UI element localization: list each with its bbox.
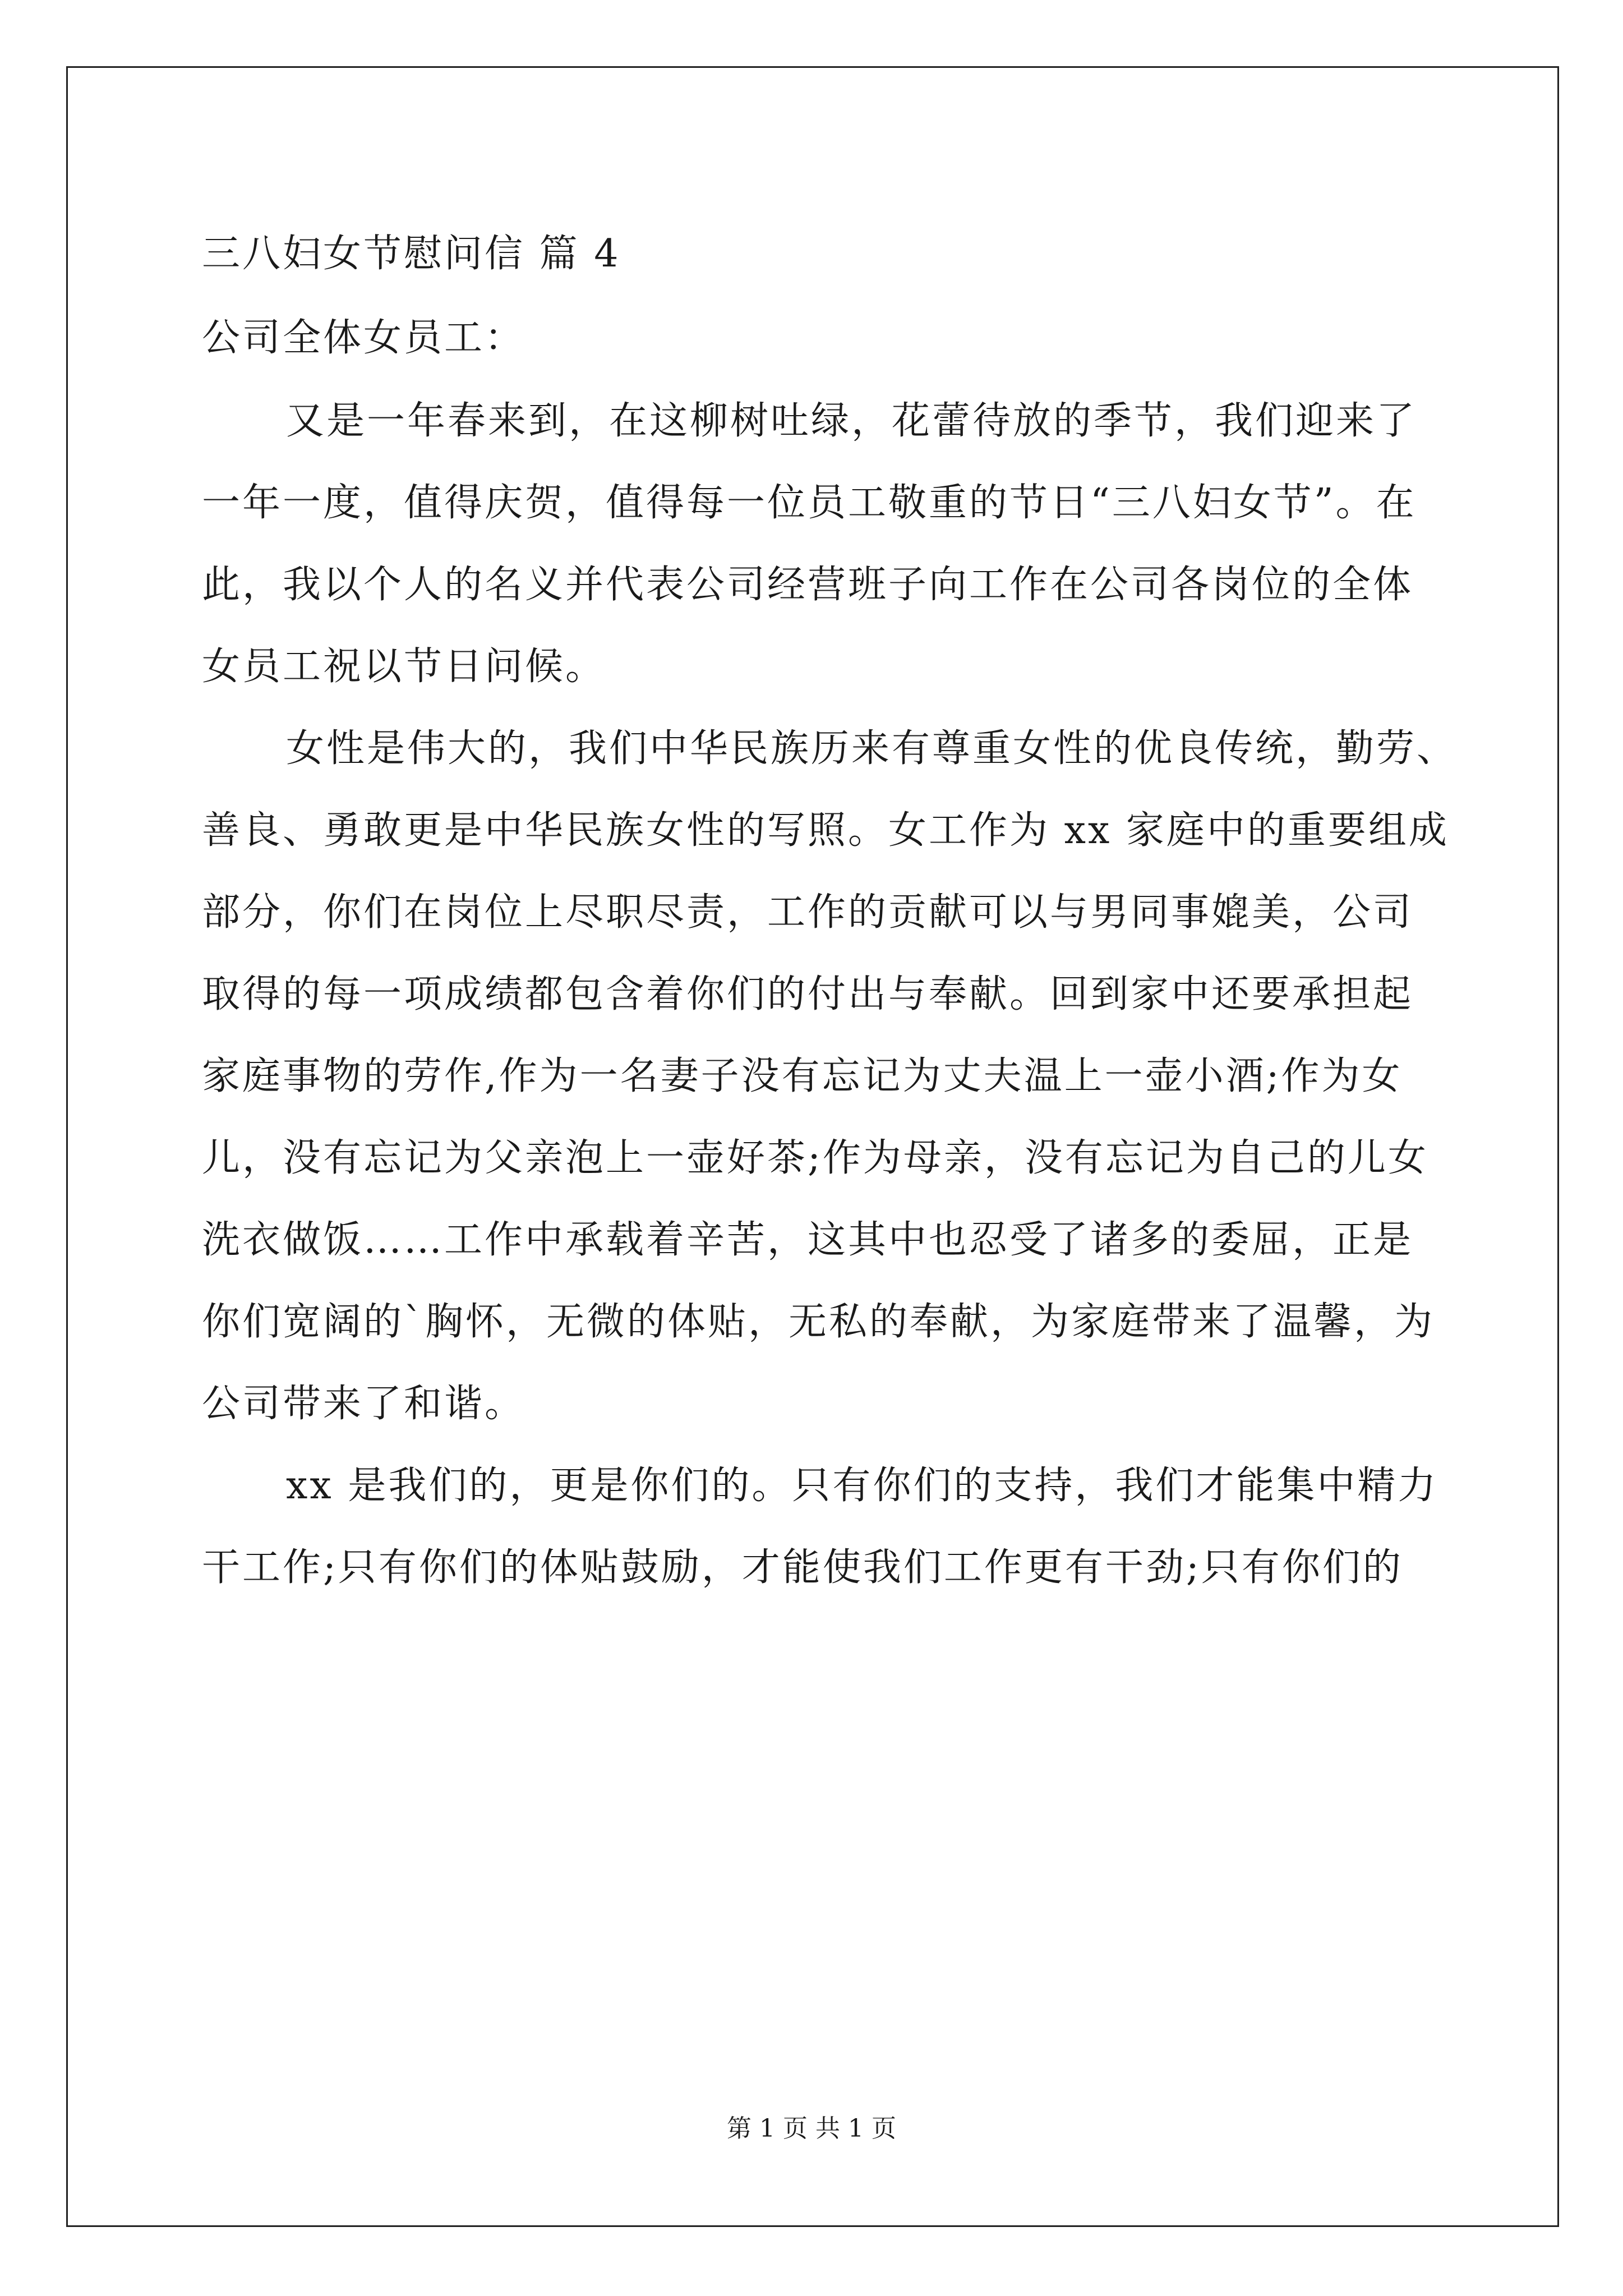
paragraph-1 xyxy=(202,397,1429,691)
paragraph-line: 取得的每一项成绩都包含着你们的付出与奉献。回到家中还要承担起 xyxy=(202,972,1414,1016)
paragraph-line: 公司带来了和谐。 xyxy=(202,1382,525,1426)
paragraph-line: 家庭事物的劳作,作为一名妻子没有忘记为丈夫温上一壶小酒;作为女 xyxy=(202,1054,1403,1098)
salutation: 公司全体女员工： xyxy=(202,316,525,360)
letter-body xyxy=(202,230,1458,1626)
paragraph-line: 部分，你们在岗位上尽职尽责，工作的贡献可以与男同事媲美，公司 xyxy=(202,890,1414,935)
paragraph-line: 洗衣做饭……工作中承载着辛苦，这其中也忍受了诸多的委屈，正是 xyxy=(202,1218,1414,1262)
paragraph-line: xx 是我们的，更是你们的。只有你们的支持，我们才能集中精力 xyxy=(286,1464,1438,1508)
paragraph-line: 此，我以个人的名义并代表公司经营班子向工作在公司各岗位的全体 xyxy=(202,563,1414,607)
paragraph-3 xyxy=(202,1462,1438,1592)
paragraph-line: 干工作;只有你们的体贴鼓励，才能使我们工作更有干劲;只有你们的 xyxy=(202,1545,1403,1590)
page-number-footer: 第 1 页 共 1 页 xyxy=(727,2114,896,2143)
paragraph-2 xyxy=(202,725,1458,1428)
paragraph-line: 女性是伟大的，我们中华民族历来有尊重女性的优良传统，勤劳、 xyxy=(286,726,1458,771)
paragraph-line: 又是一年春来到，在这柳树吐绿，花蕾待放的季节，我们迎来了 xyxy=(286,399,1417,443)
paragraph-line: 儿，没有忘记为父亲泡上一壶好茶;作为母亲，没有忘记为自己的儿女 xyxy=(202,1136,1428,1180)
paragraph-line: 女员工祝以节日问候。 xyxy=(202,645,606,689)
paragraph-line: 善良、勇敢更是中华民族女性的写照。女工作为 xx 家庭中的重要组成 xyxy=(202,808,1449,853)
document-title: 三八妇女节慰问信 篇 4 xyxy=(202,232,621,276)
paragraph-line: 一年一度，值得庆贺，值得每一位员工敬重的节日“三八妇女节”。在 xyxy=(202,481,1417,525)
paragraph-line: 你们宽阔的`胸怀，无微的体贴，无私的奉献，为家庭带来了温馨，为 xyxy=(202,1300,1435,1344)
